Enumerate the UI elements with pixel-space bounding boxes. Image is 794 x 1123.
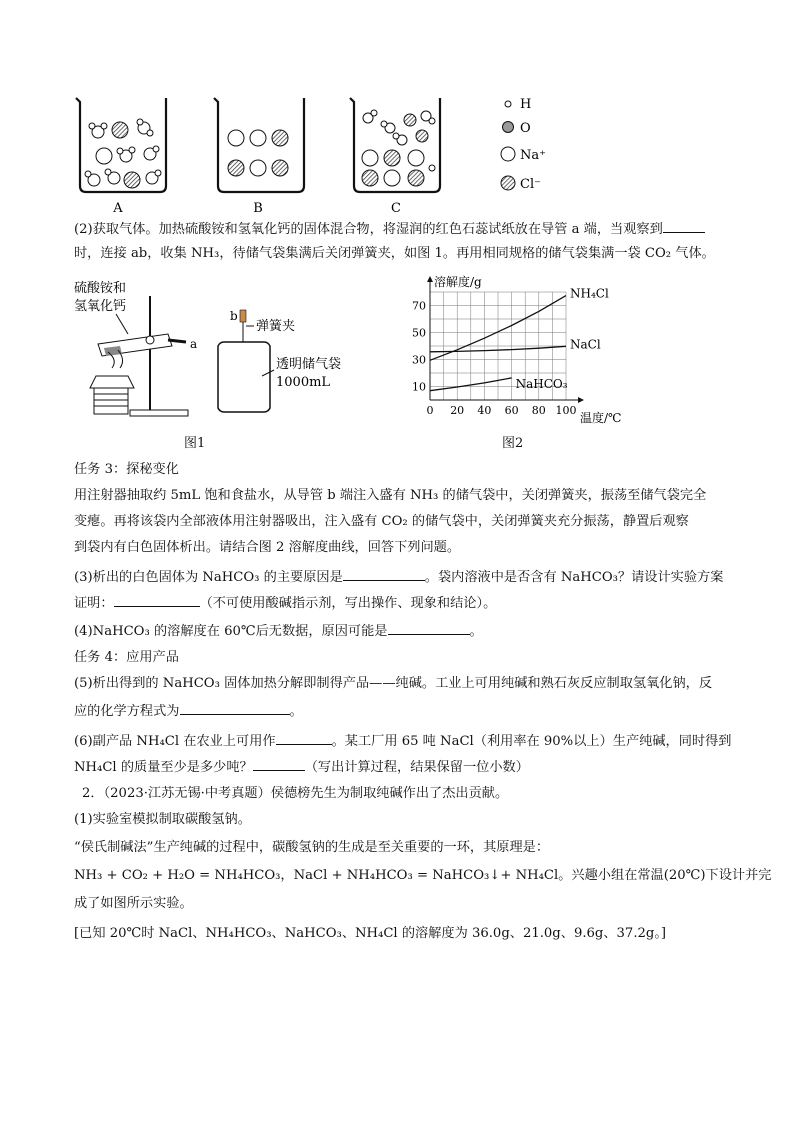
q2-line1: (2)获取气体。加热硫酸铵和氢氧化钙的固体混合物，将湿润的红色石蕊试纸放在导管 a 端，当观察到 — [74, 218, 724, 240]
hydrogen-atom-icon — [505, 101, 511, 107]
q6-line1: (6)副产品 NH₄Cl 在农业上可用作 。某工厂用 65 吨 NaCl（利用率在 90%以上）生产纯碱，同时得到 — [74, 730, 724, 752]
problem2-principle: “侯氏制碱法”生产纯碱的过程中，碳酸氢钠的生成是至关重要的一环，其原理是： — [74, 840, 550, 855]
task3-para3: 到袋内有白色固体析出。请结合图 2 溶解度曲线，回答下列问题。 — [74, 540, 461, 555]
figure-1-apparatus — [68, 276, 368, 426]
x-tick-label: 60 — [504, 404, 519, 417]
problem2-head: 2．（2023·江苏无锡·中考真题）侯德榜先生为制取纯碱作出了杰出贡献。 — [82, 786, 509, 801]
legend-label-h: H — [520, 97, 532, 112]
problem2-sub1: (1)实验室模拟制取碳酸氢钠。 — [74, 812, 251, 827]
series-label-2: NaHCO₃ — [515, 376, 568, 391]
x-axis-label: 温度/℃ — [580, 411, 622, 425]
x-tick-label: 100 — [555, 404, 577, 417]
reagent-label-line1: 硫酸铵和 — [74, 281, 127, 296]
q2-line2: 时，连接 ab，收集 NH₃，待储气袋集满后关闭弹簧夹，如图 1。再用相同规格的储气袋集满一袋 CO₂ 气体。 — [74, 246, 715, 261]
q5-answer-blank[interactable] — [180, 700, 290, 715]
q2-answer-blank[interactable] — [663, 218, 705, 233]
legend-label-o: O — [520, 121, 531, 136]
q3-answer-blank-1[interactable] — [343, 566, 425, 581]
x-tick-label: 40 — [477, 404, 492, 417]
x-tick-label: 80 — [531, 404, 546, 417]
tube-b-label: b — [230, 309, 238, 323]
x-tick-label: 0 — [426, 404, 434, 417]
solubility-chart — [400, 272, 640, 434]
task3-para1: 用注射器抽取约 5mL 饱和食盐水，从导管 b 端注入盛有 NH₃ 的储气袋中，关闭弹簧夹，振荡至储气袋完全 — [74, 488, 707, 503]
tube-a-label: a — [190, 337, 198, 351]
q6-line2: NH₄Cl 的质量至少是多少吨？ （写出计算过程，结果保留一位小数） — [74, 756, 724, 778]
y-tick-label: 50 — [412, 326, 426, 340]
legend-label-na: Na⁺ — [520, 148, 546, 163]
beaker-a — [76, 98, 166, 192]
q5-line1: (5)析出得到的 NaHCO₃ 固体加热分解即制得产品——纯碱。工业上可用纯碱和熟石灰反应制取氢氧化钠，反 — [74, 676, 713, 691]
q4-line: (4)NaHCO₃ 的溶解度在 60℃后无数据，原因可能是 。 — [74, 620, 724, 642]
problem2-equation-line1: NH₃ + CO₂ + H₂O = NH₄HCO₃，NaCl + NH₄HCO₃ = NaHCO₃↓+ NH₄Cl。兴趣小组在常温(20℃)下设计并完 — [74, 868, 772, 883]
q3-line2: 证明： （不可使用酸碱指示剂，写出操作、现象和结论）。 — [74, 592, 724, 614]
beaker-label-a: A — [113, 201, 123, 216]
q6-answer-blank-1[interactable] — [276, 730, 332, 745]
legend-label-cl: Cl⁻ — [520, 177, 541, 192]
figure-2-caption: 图2 — [502, 436, 524, 451]
q6-answer-blank-2[interactable] — [253, 756, 305, 771]
beaker-c — [350, 98, 440, 192]
bag-label-line2: 1000mL — [276, 375, 331, 390]
y-tick-label: 10 — [412, 380, 426, 394]
beaker-label-c: C — [391, 201, 401, 216]
chart-series — [430, 287, 609, 391]
oxygen-atom-icon — [503, 122, 514, 133]
series-label-1: NaCl — [570, 337, 601, 352]
beaker-label-b: B — [253, 201, 263, 216]
task3-para2: 变瘪。再将该袋内全部液体用注射器吸出，注入盛有 CO₂ 的储气袋中，关闭弹簧夹充分振荡，静置后观察 — [74, 514, 689, 529]
problem2-equation-line2: 成了如图所示实验。 — [74, 896, 193, 911]
q4-answer-blank[interactable] — [388, 620, 470, 635]
x-tick-label: 20 — [450, 404, 465, 417]
task4-title: 任务 4：应用产品 — [74, 650, 179, 665]
figure-1-caption: 图1 — [184, 436, 206, 451]
x-axis-arrow — [578, 397, 584, 403]
series-label-0: NH₄Cl — [570, 286, 609, 301]
q3-line1: (3)析出的白色固体为 NaHCO₃ 的主要原因是 。袋内溶液中是否含有 NaHCO₃？请设计实验方案 — [74, 566, 724, 588]
beakers-figure — [60, 88, 620, 216]
y-tick-label: 30 — [412, 353, 426, 367]
reagent-label-line2: 氢氧化钙 — [74, 299, 127, 314]
sodium-ion-icon — [501, 147, 515, 161]
clamp-label: 弹簧夹 — [256, 319, 296, 334]
task3-title: 任务 3：探秘变化 — [74, 462, 179, 477]
chloride-ion-icon — [501, 176, 515, 190]
bag-label-line1: 透明储气袋 — [276, 357, 342, 372]
beaker-b — [214, 98, 304, 192]
atom-legend — [501, 97, 546, 192]
q5-line2: 应的化学方程式为 。 — [74, 700, 724, 722]
q3-answer-blank-2[interactable] — [114, 592, 200, 607]
y-axis-label: 溶解度/g — [434, 275, 482, 289]
problem2-known: [已知 20℃时 NaCl、NH₄HCO₃、NaHCO₃、NH₄Cl 的溶解度为 36.0g、21.0g、9.6g、37.2g。] — [74, 926, 667, 941]
y-tick-label: 70 — [412, 299, 426, 313]
y-axis-arrow — [427, 276, 433, 282]
